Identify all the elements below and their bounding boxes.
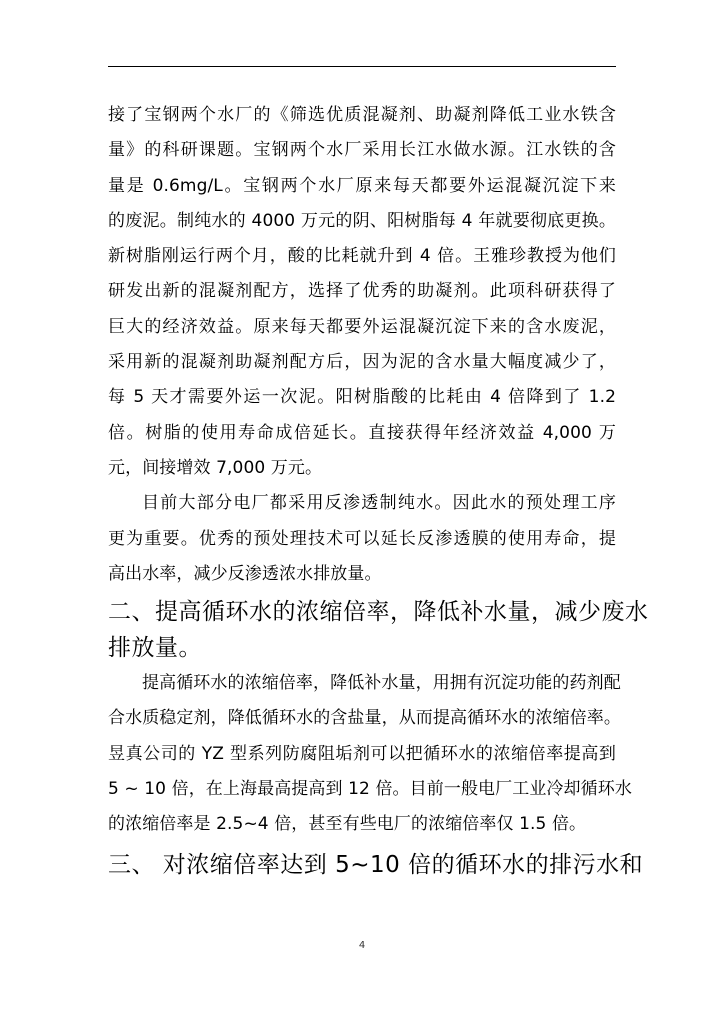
paragraph-3 bbox=[108, 666, 632, 842]
paragraph-line: 研发出新的混凝剂配方，选择了优秀的助凝剂。此项科研获得了 bbox=[108, 281, 616, 302]
paragraph-line: 提高循环水的浓缩倍率，降低补水量，用拥有沉淀功能的药剂配 bbox=[142, 673, 621, 694]
paragraph-line: 每 5 天才需要外运一次泥。阳树脂酸的比耗由 4 倍降到了 1.2 bbox=[108, 387, 616, 408]
header-rule bbox=[108, 66, 616, 67]
page-number: 4 bbox=[358, 940, 366, 951]
paragraph-line: 目前大部分电厂都采用反渗透制纯水。因此水的预处理工序 bbox=[142, 493, 616, 514]
paragraph-line: 采用新的混凝剂助凝剂配方后，因为泥的含水量大幅度减少了， bbox=[108, 352, 616, 373]
paragraph-line: 更为重要。优秀的预处理技术可以延长反渗透膜的使用寿命，提 bbox=[108, 528, 616, 549]
paragraph-line: 接了宝钢两个水厂的《筛选优质混凝剂、助凝剂降低工业水铁含 bbox=[108, 105, 616, 125]
paragraph-line: 5 ~ 10 倍，在上海最高提高到 12 倍。目前一般电厂工业冷却循环水 bbox=[108, 779, 632, 800]
paragraph-line: 元，间接增效 7,000 万元。 bbox=[108, 457, 323, 478]
paragraph-line: 的浓缩倍率是 2.5~4 倍，甚至有些电厂的浓缩倍率仅 1.5 倍。 bbox=[108, 814, 587, 835]
paragraph-line: 新树脂刚运行两个月，酸的比耗就升到 4 倍。王雅珍教授为他们 bbox=[108, 246, 616, 267]
section-heading-2 bbox=[108, 594, 649, 666]
paragraph-line: 合水质稳定剂，降低循环水的含盐量，从而提高循环水的浓缩倍率。 bbox=[108, 708, 621, 729]
paragraph-1 bbox=[108, 98, 616, 486]
heading-line: 三、 对浓缩倍率达到 5~10 倍的循环水的排污水和 bbox=[108, 851, 644, 878]
paragraph-line: 高出水率，减少反渗透浓水排放量。 bbox=[108, 563, 382, 584]
heading-line: 二、提高循环水的浓缩倍率，降低补水量，减少废水 bbox=[108, 599, 649, 626]
paragraph-2 bbox=[108, 486, 616, 592]
heading-line: 排放量。 bbox=[108, 635, 202, 662]
paragraph-line: 倍。树脂的使用寿命成倍延长。直接获得年经济效益 4,000 万 bbox=[108, 422, 616, 443]
paragraph-line: 巨大的经济效益。原来每天都要外运混凝沉淀下来的含水废泥， bbox=[108, 316, 616, 337]
paragraph-line: 昱真公司的 YZ 型系列防腐阻垢剂可以把循环水的浓缩倍率提高到 bbox=[108, 743, 616, 764]
document-body bbox=[108, 98, 649, 883]
section-heading-3 bbox=[108, 847, 644, 883]
paragraph-line: 量》的科研课题。宝钢两个水厂采用长江水做水源。江水铁的含 bbox=[108, 140, 616, 161]
paragraph-line: 量是 0.6mg/L。宝钢两个水厂原来每天都要外运混凝沉淀下来 bbox=[108, 175, 616, 196]
paragraph-line: 的废泥。制纯水的 4000 万元的阴、阳树脂每 4 年就要彻底更换。 bbox=[108, 210, 616, 231]
